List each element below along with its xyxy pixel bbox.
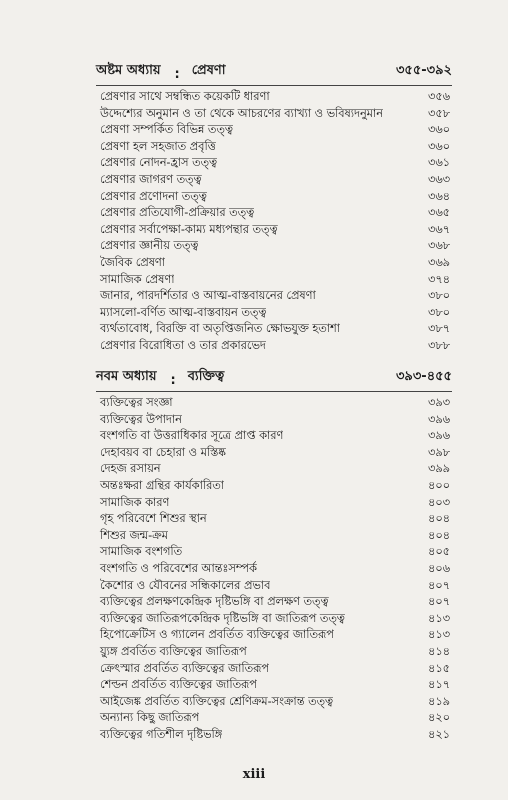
toc-entry [96,710,452,727]
toc-entry [96,727,452,744]
toc-entry [96,578,452,595]
toc-entry [96,694,452,711]
toc-entry-title: শিশুর জন্ম-ক্রম [100,528,168,542]
chapter-8-section [96,60,452,355]
chapter-9-name: ব্যক্তিত্ব [187,369,225,384]
toc-entry-title: প্রেষণার বিরোধিতা ও তার প্রকারভেদ [100,338,266,352]
toc-entry-page: ৩৯৬ [427,429,450,443]
toc-entry [96,395,452,412]
toc-entry-title: ব্যক্তিত্বের প্রলক্ষণকেন্দ্রিক দৃষ্টিভঙ্গি বা প্রলক্ষণ তত্ত্ব [100,595,329,609]
toc-entry-title: অন্যান্য কিছু জাতিরূপ [100,711,200,725]
chapter-9-separator: : [170,373,176,388]
toc-entry-page: ৪১৭ [427,678,450,692]
toc-entry-title: প্রেষণার প্রতিযোগী-প্রক্রিয়ার তত্ত্ব [100,206,255,220]
toc-entry [96,238,452,255]
toc-entry-page: ৪০৭ [427,595,450,609]
toc-entry [96,338,452,355]
toc-entry [96,205,452,222]
chapter-9-page-range: ৩৯৩-৪৫৫ [395,369,452,384]
toc-entry-title: ব্যক্তিত্বের গতিশীল দৃষ্টিভঙ্গি [100,727,223,741]
toc-entry [96,594,452,611]
toc-entry-title: ক্রেৎস্মার প্রবর্তিত ব্যক্তিত্বের জাতিরূপ [100,661,270,675]
toc-entry [96,272,452,289]
toc-entry-title: গৃহ পরিবেশে শিশুর স্থান [100,512,207,526]
toc-entry-page: ৪০৫ [427,545,450,559]
toc-entry [96,627,452,644]
toc-entry [96,412,452,429]
toc-entry [96,445,452,462]
toc-entry-title: আইজেঙ্ক প্রবর্তিত ব্যক্তিত্বের শ্রেণিক্রম-সংক্রান্ত তত্ত্ব [100,694,334,708]
toc-entry-page: ৪০০ [427,478,450,492]
toc-entry-page: ৩৬৫ [427,206,450,220]
toc-entry [96,528,452,545]
toc-entry-page: ৪০৪ [427,512,450,526]
toc-entry-page: ৪১৪ [428,644,450,658]
toc-entry-title: উদ্দেশ্যের অনুমান ও তা থেকে আচরণের ব্যাখ্যা ও ভবিষ্যদনুমান [100,106,383,120]
toc-entry-page: ৩৬৭ [427,222,450,236]
chapter-8-heading [96,60,452,82]
toc-entry [96,428,452,445]
toc-entry [96,139,452,156]
toc-entry-page: ৩৮৮ [427,338,450,352]
chapter-8-name: প্রেষণা [191,63,226,78]
toc-entry-page: ৩৬০ [427,139,450,153]
toc-entry-page: ৪০৩ [427,495,450,509]
toc-entry-page: ৩৬১ [427,156,450,170]
toc-entry [96,222,452,239]
toc-entry-page: ৩৬৯ [427,255,450,269]
toc-entry [96,611,452,628]
toc-entry-title: য়্যুঙ্গ প্রবর্তিত ব্যক্তিত্বের জাতিরূপ [100,644,247,658]
toc-entry-page: ৩৮০ [427,305,450,319]
toc-entry-title: প্রেষণা সম্পর্কিত বিভিন্ন তত্ত্ব [100,123,233,137]
toc-entry-title: সামাজিক বংশগতি [100,545,183,559]
chapter-9-section [96,366,452,743]
toc-entry-page: ৪২০ [427,711,450,725]
toc-entry [96,89,452,106]
chapter-8-page-range: ৩৫৫-৩৯২ [395,63,452,78]
toc-entry [96,122,452,139]
toc-entry-title: অন্তঃক্ষরা গ্রন্থির কার্যকারিতা [100,478,225,492]
toc-entry-page: ৩৮৭ [427,322,450,336]
toc-entry-title: ম্যাসলো-বর্ণিত আত্ম-বাস্তবায়ন তত্ত্ব [100,305,267,319]
chapter-8-separator: : [174,67,180,82]
toc-entry-title: জৈবিক প্রেষণা [100,255,166,269]
toc-entry [96,478,452,495]
toc-entry-title: সামাজিক কারণ [100,495,170,509]
toc-entry [96,255,452,272]
toc-entry-page: ৪০৬ [427,561,450,575]
toc-entry-title: ব্যক্তিত্বের উপাদান [100,412,182,426]
toc-entry-page: ৩৫৮ [427,106,450,120]
chapter-8-entry-list [96,89,452,355]
toc-entry-title: প্রেষণার প্রণোদনা তত্ত্ব [100,189,207,203]
toc-entry-title: বংশগতি বা উত্তরাধিকার সূত্রে প্রাপ্ত কারণ [100,429,284,443]
toc-entry [96,155,452,172]
toc-entry-title: দেহাবয়ব বা চেহারা ও মস্তিষ্ক [100,445,226,459]
toc-entry [96,661,452,678]
toc-entry-page: ৪১৫ [428,661,450,675]
toc-entry-title: প্রেষণার সাথে সম্বন্ধিত কয়েকটি ধারণা [100,90,270,103]
chapter-8-divider [96,85,452,86]
toc-entry [96,106,452,123]
toc-entry-title: প্রেষণা হল সহজাত প্রবৃত্তি [100,139,216,153]
chapter-9-label: নবম অধ্যায় [96,369,157,384]
toc-entry-title: কৈশোর ও যৌবনের সন্ধিকালের প্রভাব [100,578,271,592]
toc-entry-page: ৩৯৯ [427,462,450,476]
toc-entry-page: ৪০৭ [427,578,450,592]
toc-entry-page: ৩৯৩ [427,396,450,409]
toc-entry-page: ৩৬০ [427,123,450,137]
page-number: xiii [242,767,266,782]
toc-entry-title: ব্যক্তিত্বের সংজ্ঞা [100,396,173,409]
toc-entry-title: শেল্ডন প্রবর্তিত ব্যক্তিত্বের জাতিরূপ [100,678,257,692]
toc-entry-page: ৪০৪ [427,528,450,542]
toc-entry-title: সামাজিক প্রেষণা [100,272,175,286]
toc-entry-title: ব্যক্তিত্বের জাতিরূপকেন্দ্রিক দৃষ্টিভঙ্গি বা জাতিরূপ তত্ত্ব [100,611,345,625]
toc-entry [96,288,452,305]
toc-entry [96,544,452,561]
chapter-9-divider [96,391,452,392]
chapter-9-entry-list [96,395,452,743]
toc-entry-page: ৩৯৮ [427,445,450,459]
toc-entry-page: ৪২১ [427,727,450,741]
toc-entry [96,305,452,322]
toc-entry-page: ৩৬৪ [427,189,450,203]
toc-entry [96,511,452,528]
toc-entry-title: বংশগতি ও পরিবেশের আন্তঃসম্পর্ক [100,561,257,575]
toc-entry [96,172,452,189]
toc-entry-page: ৩৬৩ [427,172,450,186]
toc-entry [96,677,452,694]
toc-entry-page: ৩৫৬ [427,90,450,103]
toc-entry-title: প্রেষণার সর্বাপেক্ষা-কাম্য মধ্যপন্থার তত্ত্ব [100,222,278,236]
toc-entry-title: প্রেষণার জাগরণ তত্ত্ব [100,172,202,186]
toc-entry-title: প্রেষণার নোদন-হ্রাস তত্ত্ব [100,156,218,170]
toc-entry-title: ব্যর্থতাবোধ, বিরক্তি বা অতৃপ্তিজনিত ক্ষোভযুক্ত হতাশা [100,322,341,336]
toc-entry-page: ৩৭৪ [427,272,450,286]
toc-entry-page: ৪১৯ [428,694,450,708]
toc-entry-title: জানার, পারদর্শিতার ও আত্ম-বাস্তবায়নের প্রেষণা [100,289,316,303]
toc-entry-title: দেহজ রসায়ন [100,462,161,476]
toc-entry-page: ৩৮০ [427,289,450,303]
toc-entry-page: ৩৯৬ [427,412,450,426]
toc-entry [96,321,452,338]
toc-entry-page: ৪১৩ [427,611,450,625]
toc-entry [96,644,452,661]
toc-entry [96,495,452,512]
chapter-8-label: অষ্টম অধ্যায় [96,63,161,78]
toc-entry-title: প্রেষণার জ্ঞানীয় তত্ত্ব [100,239,199,253]
chapter-9-heading [96,366,452,388]
toc-entry [96,189,452,206]
toc-entry-page: ৩৬৮ [427,239,450,253]
toc-entry-page: ৪১৩ [427,628,450,642]
toc-entry-title: হিপোক্রেটিস ও গ্যালেন প্রবর্তিত ব্যক্তিত্বের জাতিরূপ [100,628,334,642]
toc-entry [96,461,452,478]
toc-entry [96,561,452,578]
